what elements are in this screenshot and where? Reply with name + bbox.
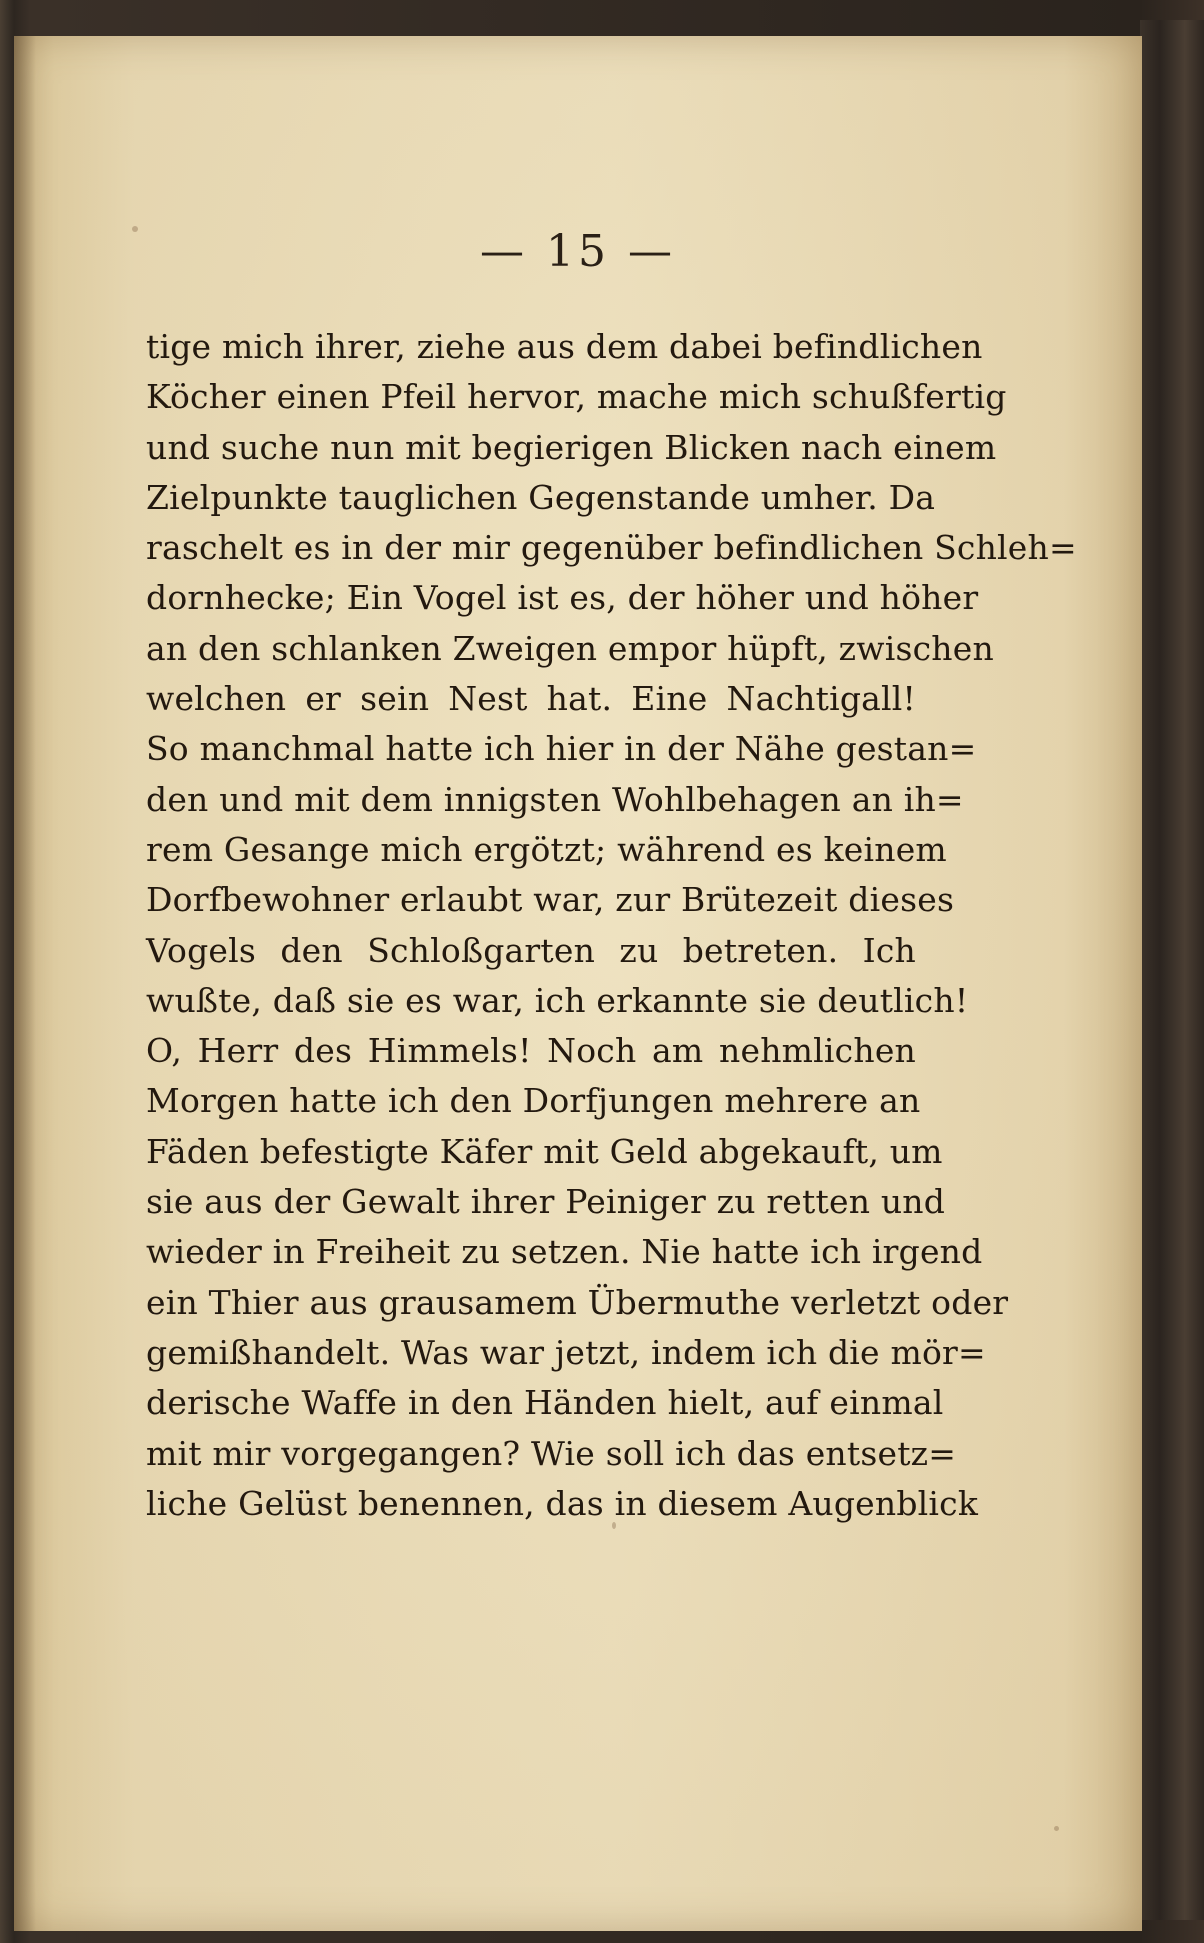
text-line: Dorfbewohner erlaubt war, zur Brütezeit dieses — [146, 880, 955, 920]
text-line: welchen er sein Nest hat. Eine Nachtigall! — [146, 679, 916, 719]
text-line: dornhecke; Ein Vogel ist es, der höher und höher — [146, 578, 979, 618]
text-line: ein Thier aus grausamem Übermuthe verletzt oder — [146, 1282, 1009, 1322]
text-line: und suche nun mit begierigen Blicken nach einem — [146, 427, 997, 467]
text-line: wußte, daß sie es war, ich erkannte sie deutlich! — [146, 980, 969, 1020]
text-line: Zielpunkte tauglichen Gegenstande umher. Da — [146, 477, 936, 517]
text-line: mit mir vorgegangen? Wie soll ich das entsetz= — [146, 1433, 957, 1473]
text-line: gemißhandelt. Was war jetzt, indem ich die mör= — [146, 1332, 986, 1372]
text-line: O, Herr des Himmels! Noch am nehmlichen — [146, 1031, 916, 1071]
text-line: wieder in Freiheit zu setzen. Nie hatte ich irgend — [146, 1232, 983, 1272]
text-line: Vogels den Schloßgarten zu betreten. Ich — [146, 930, 916, 970]
text-line: sie aus der Gewalt ihrer Peiniger zu retten und — [146, 1182, 946, 1222]
text-line: raschelt es in der mir gegenüber befindlichen Schleh= — [146, 528, 1077, 568]
text-line: rem Gesange mich ergötzt; während es keinem — [146, 829, 947, 869]
book-spine — [1140, 20, 1204, 1920]
text-line: an den schlanken Zweigen empor hüpft, zwischen — [146, 628, 994, 668]
paper-spot — [1054, 1826, 1059, 1831]
page-number: — 15 — — [480, 226, 676, 277]
text-line: Morgen hatte ich den Dorfjungen mehrere an — [146, 1081, 921, 1121]
book-page — [14, 36, 1142, 1931]
text-line: liche Gelüst benennen, das in diesem Augenblick — [146, 1483, 979, 1523]
page-gutter-shadow — [14, 36, 36, 1931]
body-text — [146, 322, 1077, 1529]
text-line: derische Waffe in den Händen hielt, auf einmal — [146, 1383, 944, 1423]
text-line: den und mit dem innigsten Wohlbehagen an ih= — [146, 779, 964, 819]
text-line: Köcher einen Pfeil hervor, mache mich schußfertig — [146, 377, 1007, 417]
text-line: tige mich ihrer, ziehe aus dem dabei befindlichen — [146, 327, 983, 366]
text-line: So manchmal hatte ich hier in der Nähe gestan= — [146, 729, 977, 769]
text-line: Fäden befestigte Käfer mit Geld abgekauft, um — [146, 1131, 943, 1171]
